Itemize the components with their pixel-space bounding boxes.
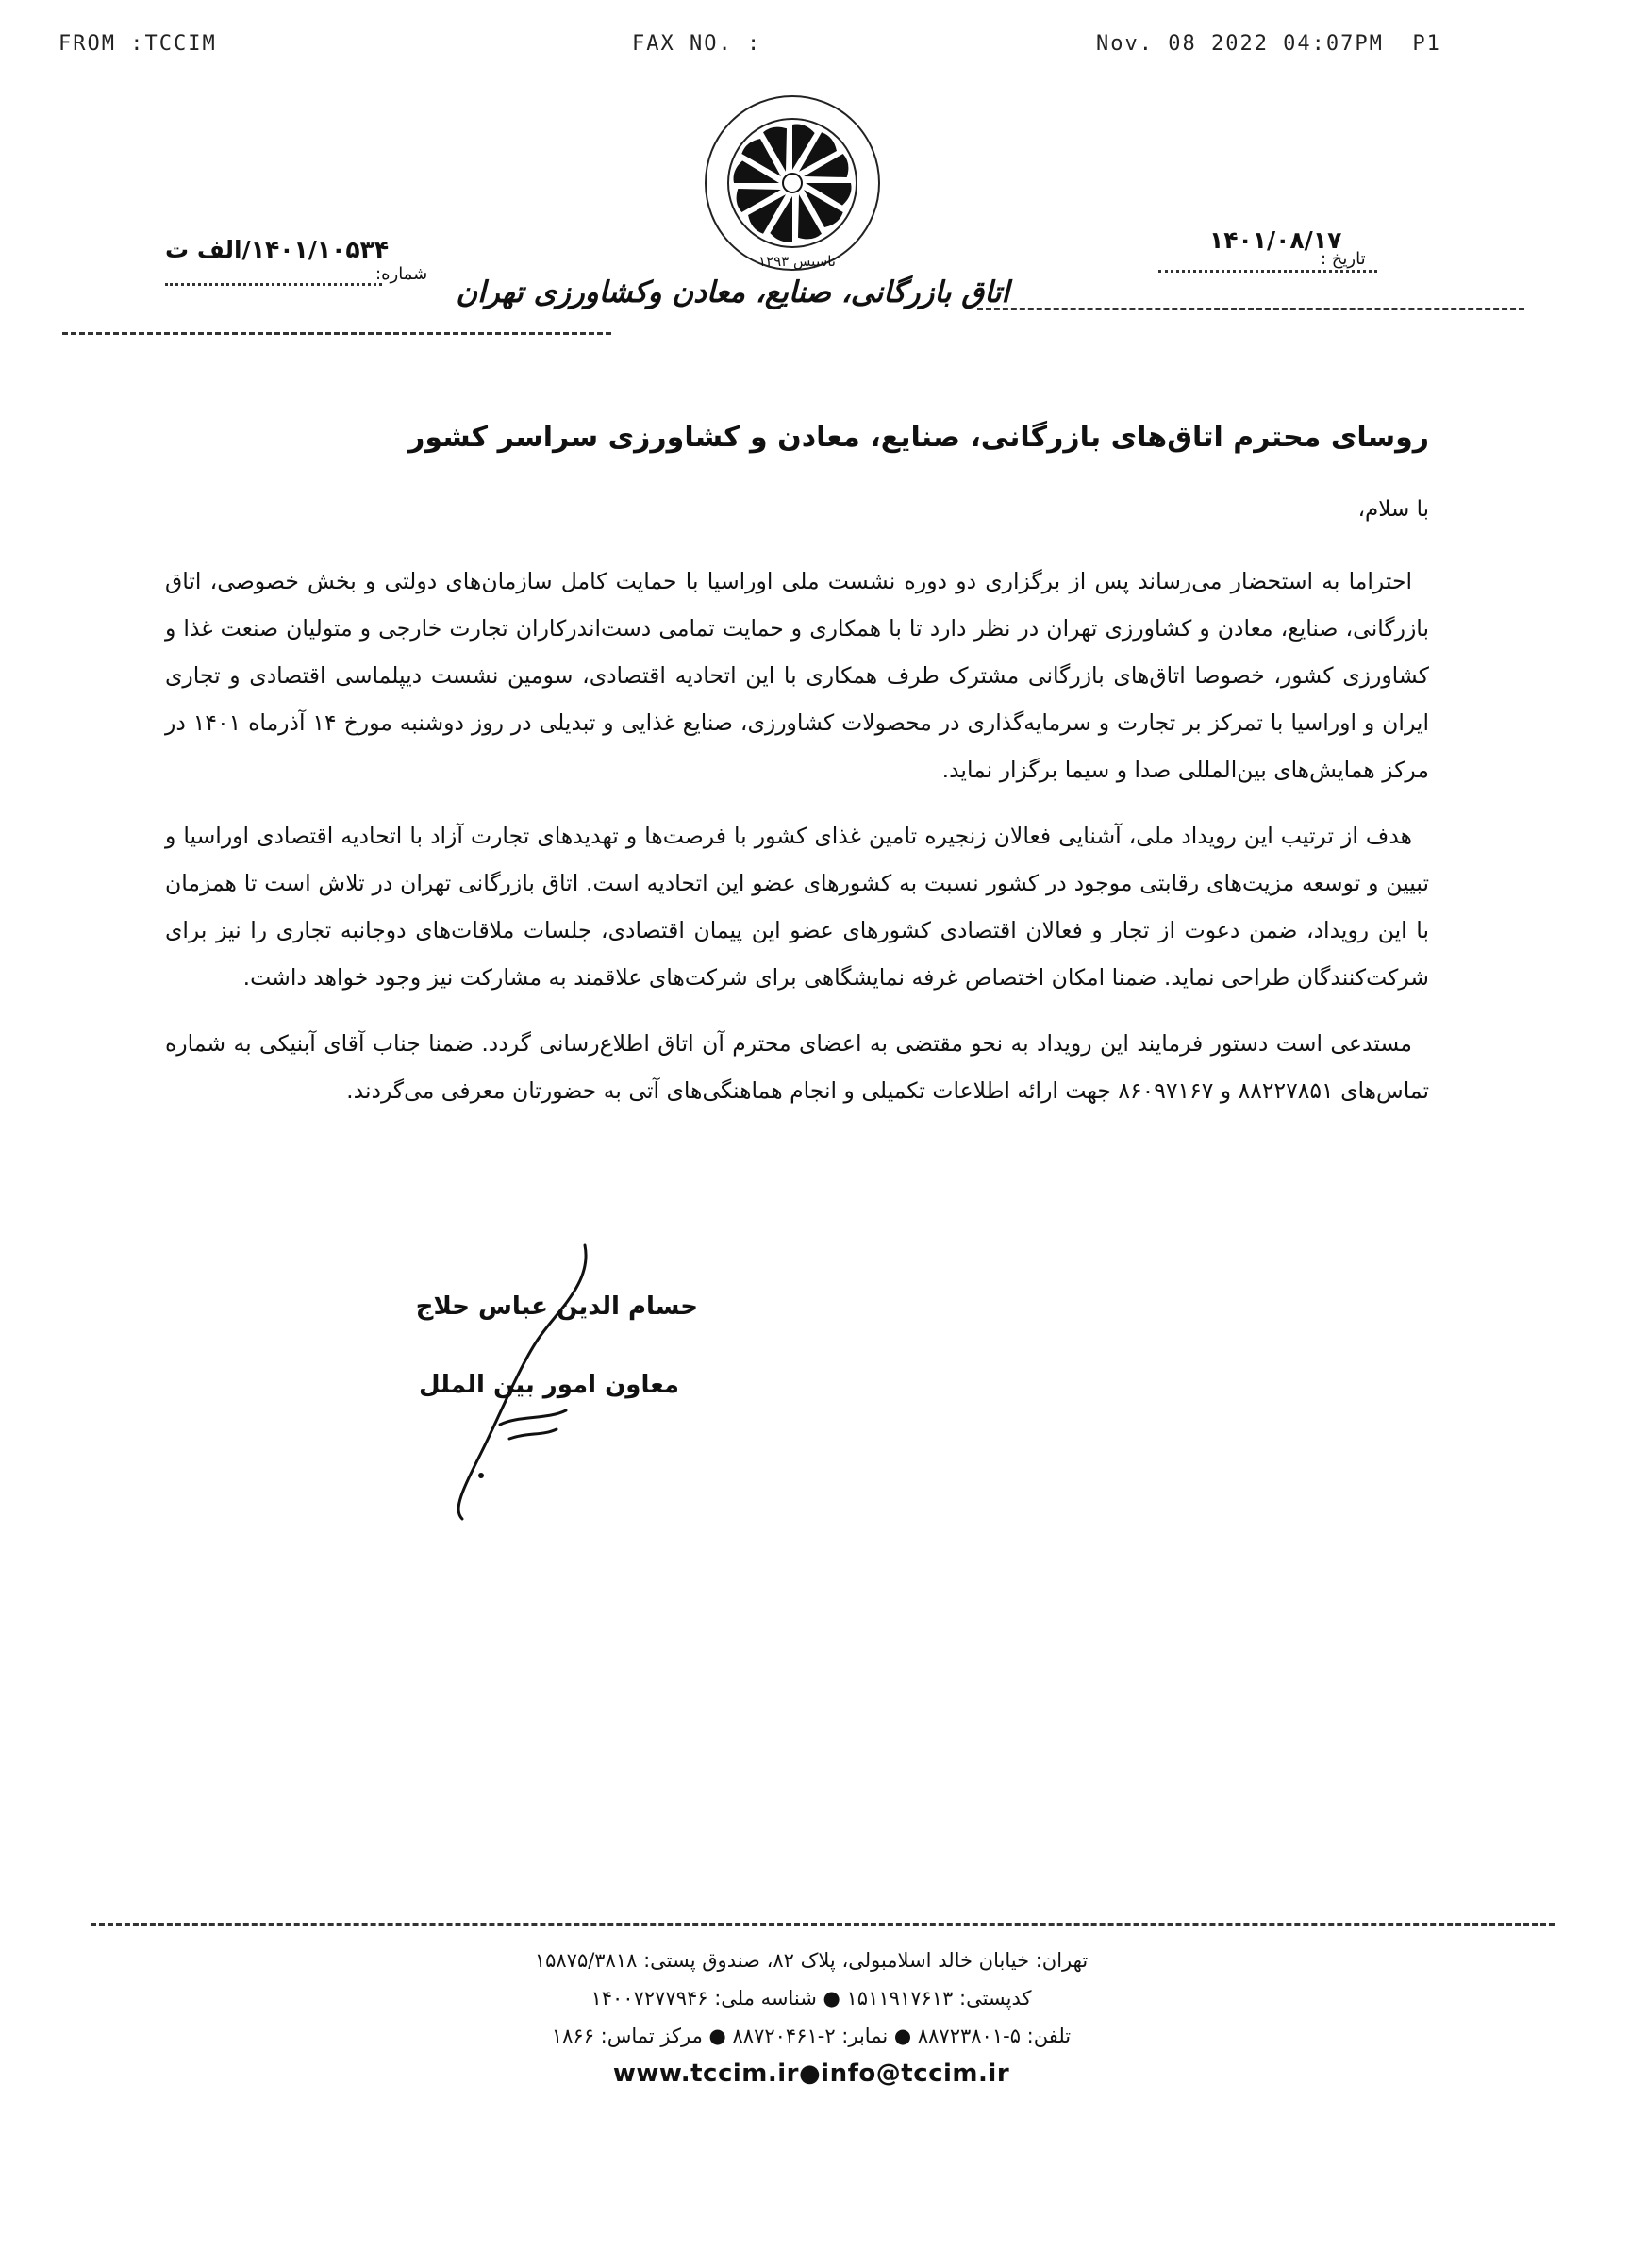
fax-from: FROM :TCCIM	[58, 32, 217, 56]
footer-website: www.tccim.ir●info@tccim.ir	[612, 2060, 1010, 2088]
number-value: ۱۴۰۱/۱۰۵۳۴/الف ت	[165, 236, 390, 263]
date-label: تاریخ :	[1321, 249, 1366, 269]
fax-datetime: Nov. 08 2022 04:07PM P1	[1096, 32, 1441, 56]
signatory-title: معاون امور بین الملل	[418, 1371, 679, 1399]
chamber-name: اتاق بازرگانی، صنایع، معادن وکشاورزی تهران	[456, 275, 1009, 309]
chamber-logo	[698, 91, 887, 275]
established-year: تاسیس ۱۲۹۳	[758, 253, 836, 270]
footer-phones: تلفن: ۵-۸۸۷۲۳۸۰۱ ● نمابر: ۲-۸۸۷۲۰۴۶۱ ● مرکز تماس: ۱۸۶۶	[551, 2025, 1072, 2047]
footer-address: تهران: خیابان خالد اسلامبولی، پلاک ۸۲، صندوق پستی: ۱۵۸۷۵/۳۸۱۸	[534, 1949, 1089, 1972]
footer	[377, 1942, 1245, 2093]
recipient: روسای محترم اتاق‌های بازرگانی، صنایع، معادن و کشاورزی سراسر کشور	[408, 421, 1429, 454]
paragraph-2: هدف از ترتیب این رویداد ملی، آشنایی فعالان زنجیره تامین غذای کشور با فرصت‌ها و تهدیدهای تجارت آزاد با اتحادیه اقتصادی اوراسیا و تبیین و توسعه مزیت‌های رقابتی موجود در کشور نسبت به کشورهای عضو این اتحادیه است. اتاق بازرگانی تهران در تلاش است تا همزمان با این رویداد، ضمن دعوت از تجار و فعالان اقتصادی کشورهای عضو این پیمان اقتصادی، جلسات ملاقات‌های دوجانبه تجاری را نیز برای شرکت‌کنندگان طراحی نماید. ضمنا امکان اختصاص غرفه نمایشگاهی برای شرکت‌های علاقمند به مشارکت نیز وجود خواهد داشت.	[165, 823, 1429, 991]
footer-divider	[91, 1923, 1555, 1926]
letter-body	[165, 421, 1429, 1133]
paragraph-3: مستدعی است دستور فرمایند این رویداد به نحو مقتضی به اعضای محترم آن اتاق اطلاع‌رسانی گردد. ضمنا جناب آقای آبنیکی به شماره تماس‌های ۸۸۲۲۷۸۵۱ و ۸۶۰۹۷۱۶۷ جهت ارائه اطلاعات تکمیلی و انجام هماهنگی‌های آتی به حضورتان معرفی می‌گردند.	[165, 1030, 1429, 1104]
date-dotted-line	[1158, 270, 1377, 273]
date-value: ۱۴۰۱/۰۸/۱۷	[1209, 226, 1342, 254]
number-dotted-line	[165, 283, 382, 286]
number-label: شماره:	[375, 264, 428, 284]
greeting: با سلام،	[1357, 497, 1429, 522]
signatory-name: حسام الدین عباس حلاج	[415, 1292, 698, 1321]
footer-ids: کدپستی: ۱۵۱۱۹۱۷۶۱۳ ● شناسه ملی: ۱۴۰۰۷۲۷۷۹۴۶	[590, 1987, 1032, 2010]
header-divider-right	[977, 308, 1524, 310]
fax-number: FAX NO. :	[632, 32, 762, 56]
header-divider-left	[62, 332, 611, 335]
paragraph-1: احتراما به استحضار می‌رساند پس از برگزاری دو دوره نشست ملی اوراسیا با حمایت کامل سازمان‌های دولتی و بخش خصوصی، اتاق بازرگانی، صنایع، معادن و کشاورزی تهران در نظر دارد تا با همکاری و حمایت تمامی دست‌اندرکاران تجارت خارجی و متولیان صنعت غذا و کشاورزی کشور، خصوصا اتاق‌های بازرگانی مشترک طرف همکاری با این اتحادیه اقتصادی، سومین نشست دیپلماسی اقتصادی و تجاری ایران و اوراسیا با تمرکز بر تجارت و سرمایه‌گذاری در محصولات کشاورزی، صنایع غذایی و تبدیلی در روز دوشنبه مورخ ۱۴ آذرماه ۱۴۰۱ در مرکز همایش‌های بین‌المللی صدا و سیما برگزار نماید.	[165, 568, 1429, 783]
